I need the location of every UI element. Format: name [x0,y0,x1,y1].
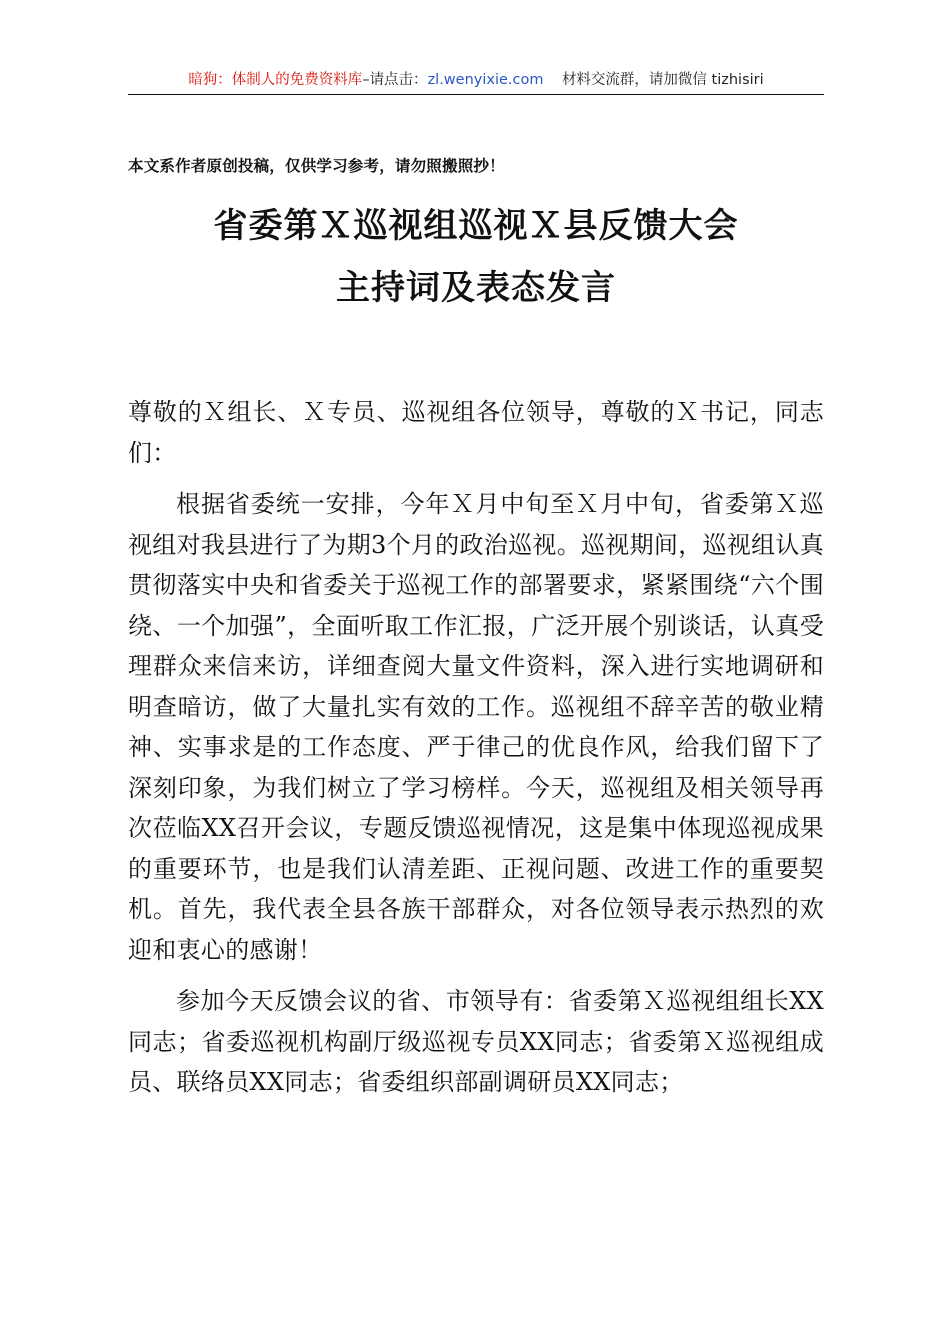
document-title-line-1: 省委第Ｘ巡视组巡视Ｘ县反馈大会 [213,206,739,246]
header-site-link[interactable]: zl.wenyixie.com [427,72,544,88]
body-paragraph-2: 参加今天反馈会议的省、市领导有：省委第Ｘ巡视组组长XX同志；省委巡视机构副厅级巡视专员XX同志；省委第Ｘ巡视组成员、联络员XX同志；省委组织部副调研员XX同志； [128,987,824,1096]
copyright-notice: 本文系作者原创投稿，仅供学习参考，请勿照搬照抄！ [128,156,505,175]
header-brand: 暗狗：体制人的免费资料库 [188,72,363,88]
document-title-line-2: 主持词及表态发言 [336,268,616,308]
header-click-prompt: –请点击： [362,72,428,88]
header-wechat-note: 材料交流群，请加微信 tizhisiri [561,72,764,88]
body-paragraph-1: 根据省委统一安排，今年Ｘ月中旬至Ｘ月中旬，省委第Ｘ巡视组对我县进行了为期3个月的政治巡视。巡视期间，巡视组认真贯彻落实中央和省委关于巡视工作的部署要求，紧紧围绕“六个围绕、一个加强”，全面听取工作汇报，广泛开展个别谈话，认真受理群众来信来访，详细查阅大量文件资料，深入进行实地调研和明查暗访，做了大量扎实有效的工作。巡视组不辞辛苦的敬业精神、实事求是的工作态度、严于律己的优良作风，给我们留下了深刻印象，为我们树立了学习榜样。今天，巡视组及相关领导再次莅临XX召开会议，专题反馈巡视情况，这是集中体现巡视成果的重要环节，也是我们认清差距、正视问题、改进工作的重要契机。首先，我代表全县各族干部群众，对各位领导表示热烈的欢迎和衷心的感谢！ [128,490,824,964]
header-divider [128,94,824,95]
salutation-paragraph: 尊敬的Ｘ组长、Ｘ专员、巡视组各位领导，尊敬的Ｘ书记，同志们： [128,398,824,467]
page-header [128,70,824,94]
document-body [128,392,824,1114]
